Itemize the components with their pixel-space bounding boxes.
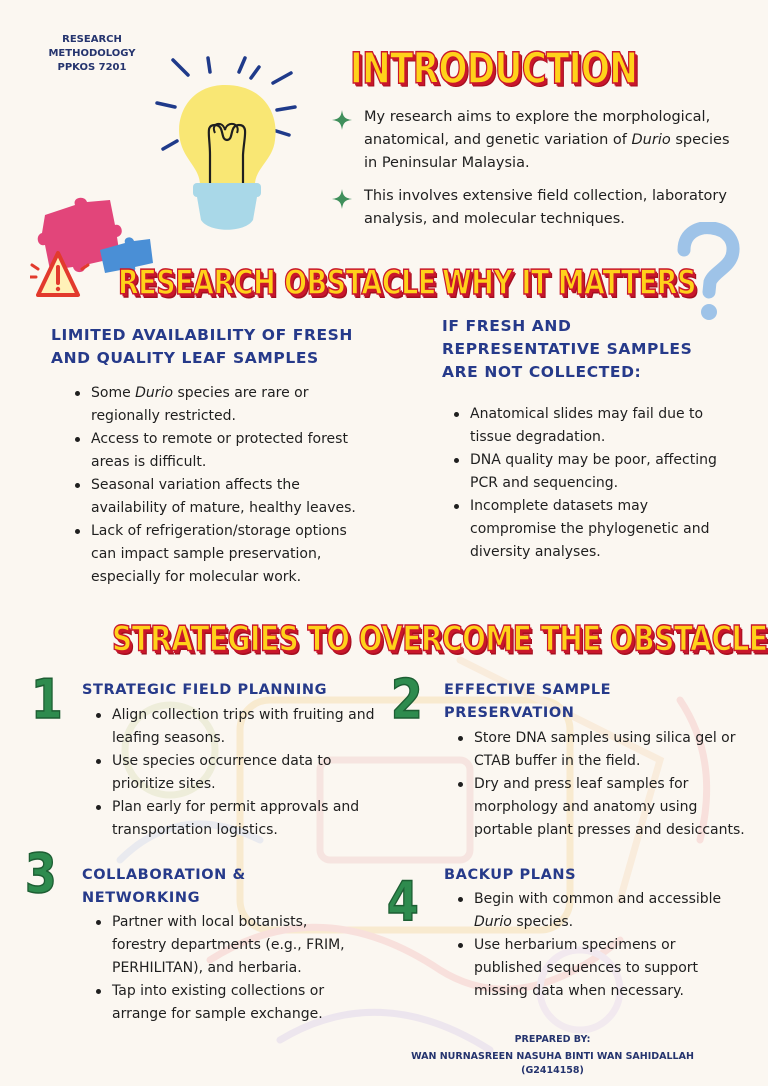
question-mark-icon	[672, 222, 742, 324]
strategy-4-title: BACKUP PLANS	[444, 867, 577, 883]
list-item: DNA quality may be poor, affecting PCR and sequencing.	[451, 449, 726, 495]
matters-subheading: IF FRESH AND REPRESENTATIVE SAMPLES ARE NOT COLLECTED:	[442, 317, 693, 381]
intro-text-1: My research aims to explore the morphological, anatomical, and genetic variation of Durio species in Peninsular Malaysia.	[364, 109, 730, 171]
author-name: WAN NURNASREEN NASUHA BINTI WAN SAHIDALLAH (G2414158)	[411, 1051, 694, 1076]
strategy-3-title: COLLABORATION & NETWORKING	[82, 867, 246, 906]
strategy-1-list	[93, 704, 378, 842]
list-item: Some Durio species are rare or regionally restricted.	[72, 382, 372, 428]
strategy-2-list	[455, 727, 755, 842]
intro-point-1	[332, 106, 732, 175]
strategy-4-list	[455, 888, 735, 1003]
introduction-title: INTRODUCTION	[350, 44, 638, 94]
strategy-1-title: STRATEGIC FIELD PLANNING	[82, 682, 328, 698]
prepared-by-label: PREPARED BY:	[514, 1034, 591, 1045]
strategies-title: STRATEGIES TO OVERCOME THE OBSTACLE	[112, 618, 768, 660]
prepared-by	[380, 1033, 725, 1078]
course-code: PPKOS 7201	[57, 62, 127, 73]
intro-text-2: This involves extensive field collection, laboratory analysis, and molecular techniques.	[364, 188, 727, 227]
list-item: Dry and press leaf samples for morphology and anatomy using portable plant presses and desiccants.	[455, 773, 755, 842]
step-number-3: 3	[24, 842, 57, 905]
step-number-1: 1	[30, 668, 63, 731]
sparkle-icon	[332, 110, 352, 130]
matters-list	[451, 403, 726, 564]
list-item: Access to remote or protected forest areas is difficult.	[72, 428, 372, 474]
list-item: Align collection trips with fruiting and leafing seasons.	[93, 704, 378, 750]
light-bulb-icon	[155, 55, 305, 240]
list-item: Incomplete datasets may compromise the phylogenetic and diversity analyses.	[451, 495, 726, 564]
why-it-matters-title: WHY IT MATTERS	[442, 264, 696, 303]
course-label	[22, 33, 162, 75]
step-number-2: 2	[390, 668, 423, 731]
list-item: Use herbarium specimens or published sequences to support missing data when necessary.	[455, 934, 735, 1003]
obstacle-list	[72, 382, 372, 589]
step-number-4: 4	[386, 870, 419, 933]
sparkle-icon	[332, 189, 352, 209]
list-item: Seasonal variation affects the availability of mature, healthy leaves.	[72, 474, 372, 520]
list-item: Anatomical slides may fail due to tissue degradation.	[451, 403, 726, 449]
obstacle-subheading: LIMITED AVAILABILITY OF FRESH AND QUALITY LEAF SAMPLES	[51, 326, 354, 367]
list-item: Partner with local botanists, forestry departments (e.g., FRIM, PERHILITAN), and herbaria.	[93, 911, 363, 980]
course-title: RESEARCH METHODOLOGY	[48, 34, 136, 59]
list-item: Plan early for permit approvals and transportation logistics.	[93, 796, 378, 842]
list-item: Store DNA samples using silica gel or CTAB buffer in the field.	[455, 727, 755, 773]
list-item: Begin with common and accessible Durio species.	[455, 888, 735, 934]
list-item: Tap into existing collections or arrange for sample exchange.	[93, 980, 363, 1026]
list-item: Use species occurrence data to prioritize sites.	[93, 750, 378, 796]
strategy-2-title: EFFECTIVE SAMPLE PRESERVATION	[444, 682, 612, 721]
research-obstacle-title: RESEARCH OBSTACLE	[118, 264, 436, 303]
list-item: Lack of refrigeration/storage options can impact sample preservation, especially for molecular work.	[72, 520, 372, 589]
strategy-3-list	[93, 911, 363, 1026]
